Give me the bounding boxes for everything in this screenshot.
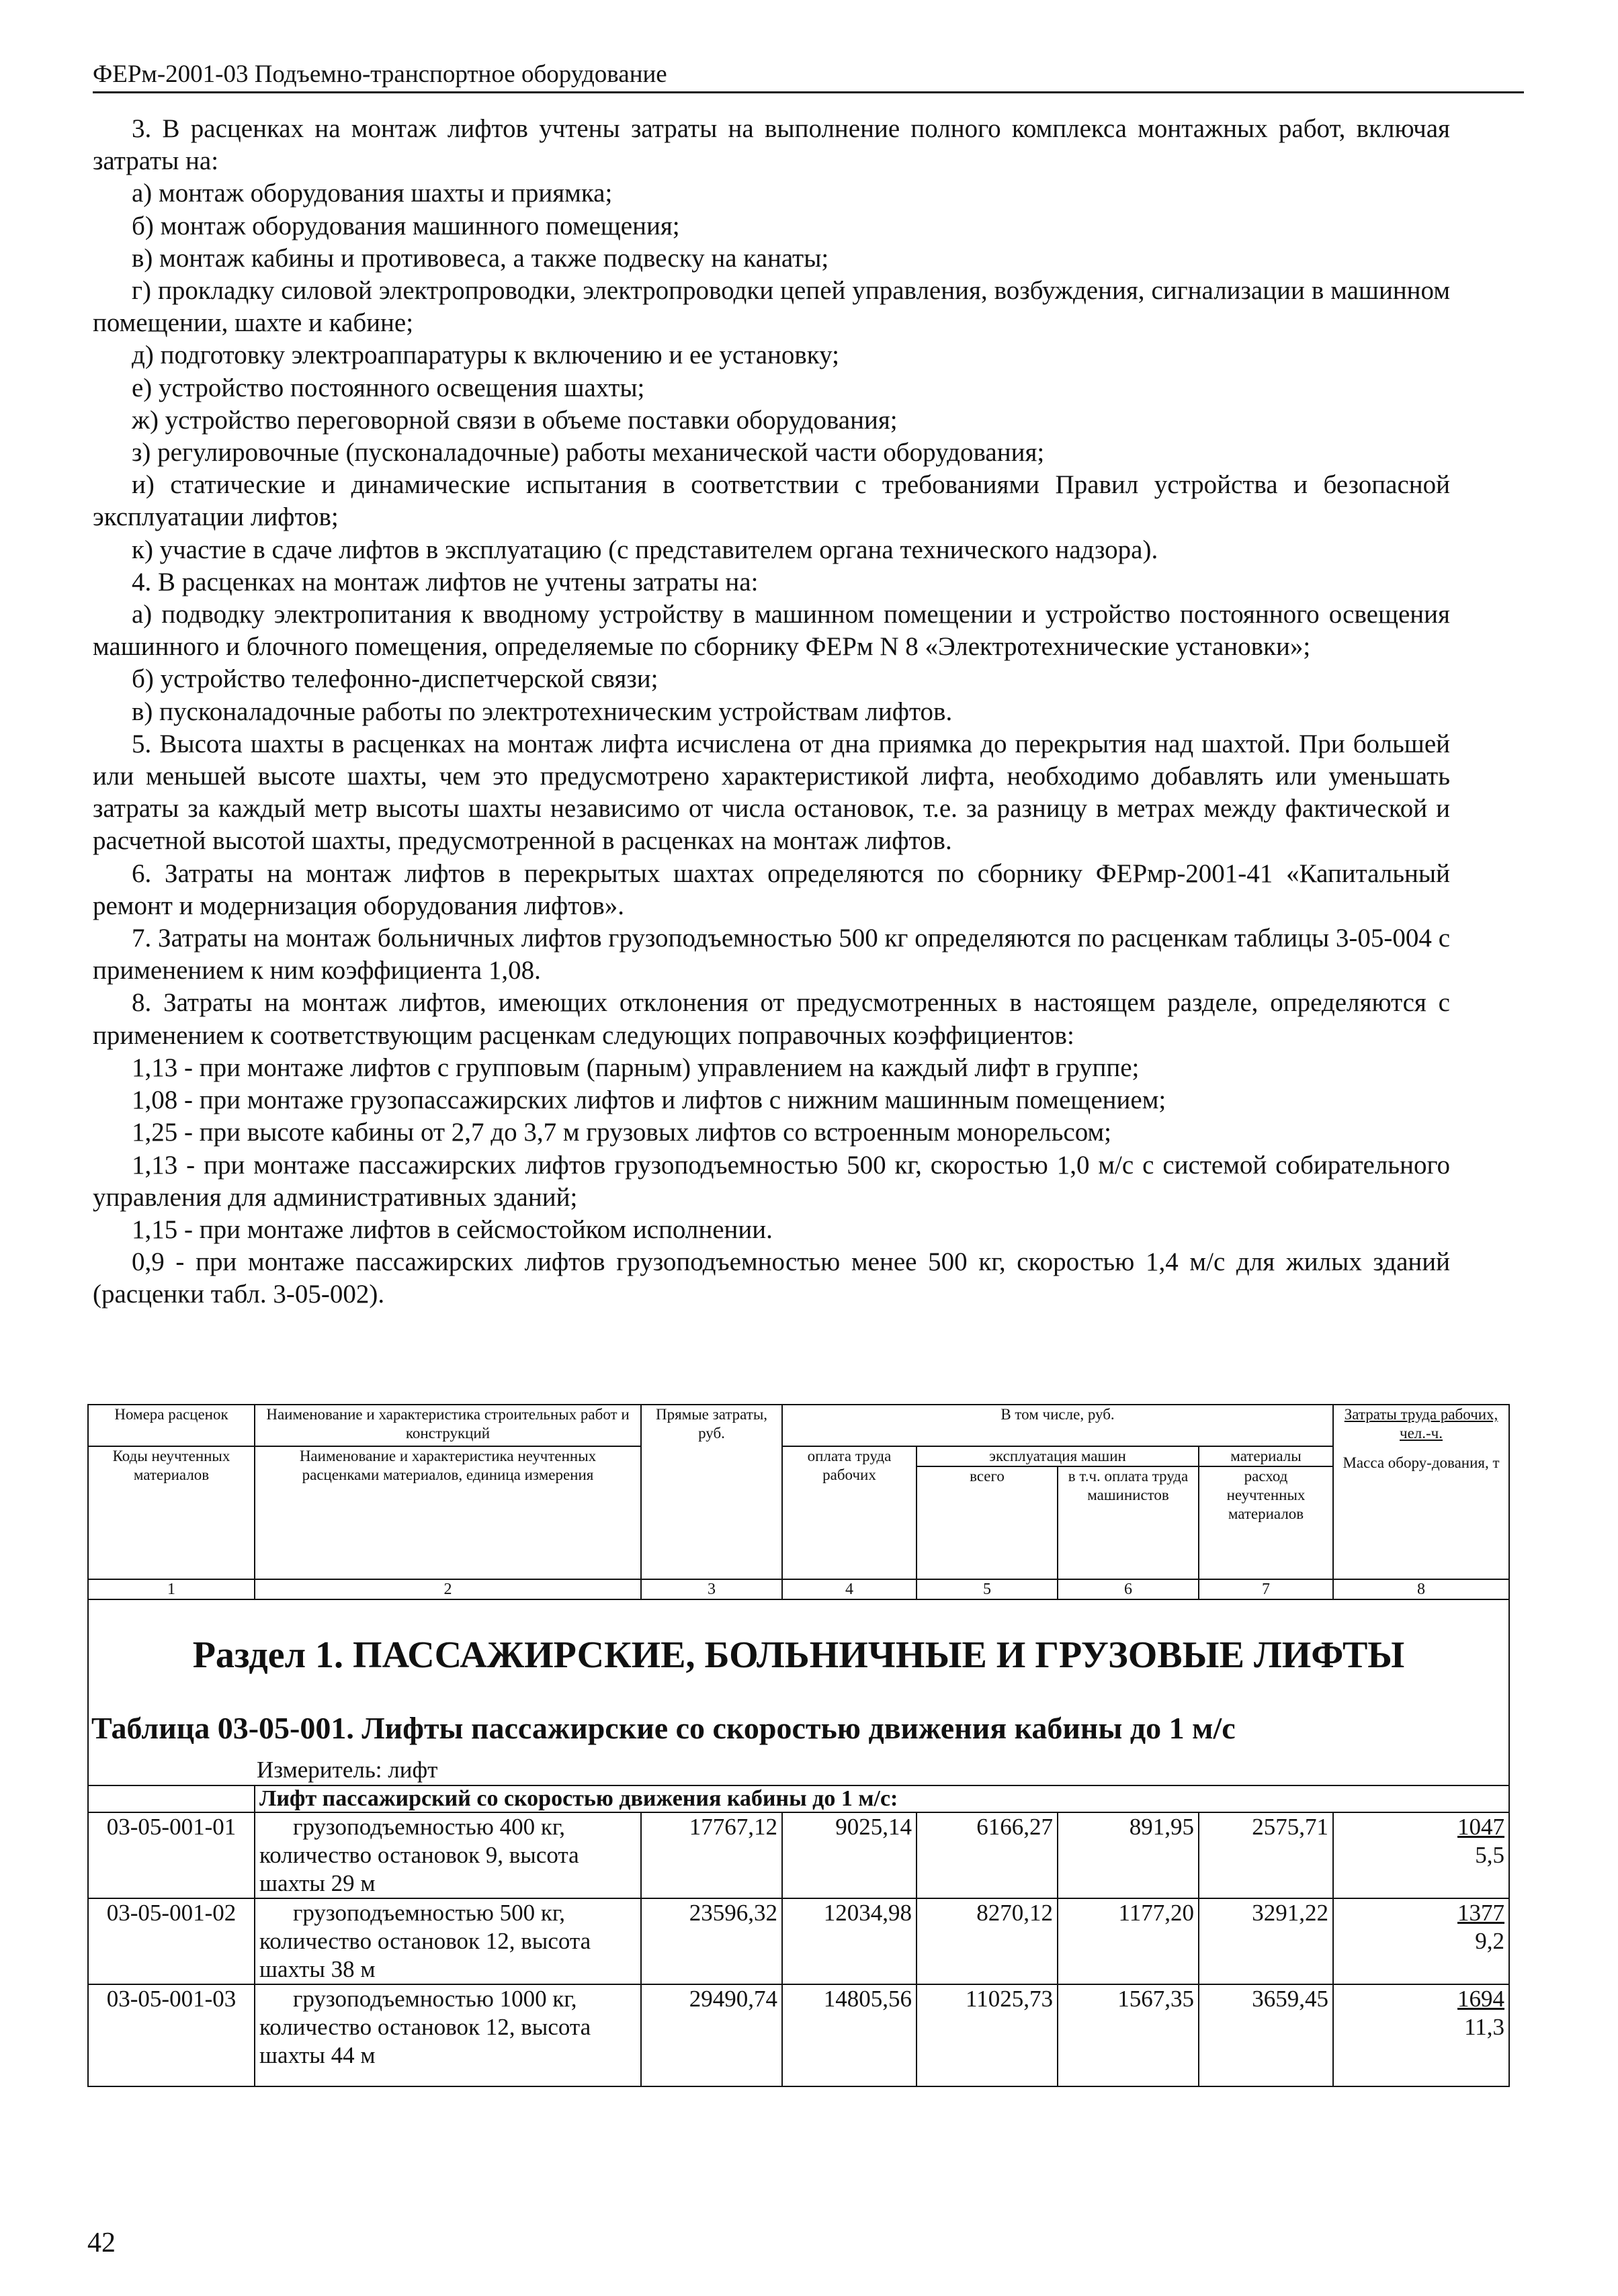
labor-cost: 14805,56 (782, 1984, 917, 2086)
paragraph: з) регулировочные (пусконаладочные) работы механической части оборудования; (132, 438, 1045, 468)
subtitle-row (88, 1785, 1509, 1812)
body-text (93, 113, 1450, 1311)
materials-cost: 3659,45 (1199, 1984, 1333, 2086)
direct-cost: 17767,12 (641, 1812, 782, 1898)
col-number: 4 (782, 1579, 917, 1599)
machinist-labor-cost: 1177,20 (1058, 1898, 1199, 1984)
table-row (88, 1898, 1509, 1984)
machines-cost: 11025,73 (917, 1984, 1058, 2086)
col4-header: оплата труда рабочих (782, 1446, 917, 1579)
rate-name: грузоподъемностью 400 кг, количество остановок 9, высота шахты 29 м (255, 1812, 641, 1898)
col-number: 3 (641, 1579, 782, 1599)
col8-top-header: Затраты труда рабочих, чел.-ч. (1344, 1406, 1498, 1442)
materials-header: материалы (1199, 1446, 1333, 1466)
rate-code: 03-05-001-02 (88, 1898, 255, 1984)
col-number: 5 (917, 1579, 1058, 1599)
paragraph: 1,25 - при высоте кабины от 2,7 до 3,7 м грузовых лифтов со встроенным монорельсом; (132, 1118, 1112, 1147)
rate-name: грузоподъемностью 1000 кг, количество остановок 12, высота шахты 44 м (255, 1984, 641, 2086)
paragraph: 1,08 - при монтаже грузопассажирских лифтов и лифтов с нижним машинным помещением; (132, 1086, 1166, 1115)
labor-and-mass (1333, 1984, 1509, 2086)
header-row (88, 1405, 1509, 1446)
labor-and-mass (1333, 1898, 1509, 1984)
table-row (88, 1812, 1509, 1898)
paragraph: ж) устройство переговорной связи в объеме поставки оборудования; (132, 405, 898, 435)
col1-top-header: Номера расценок (88, 1405, 255, 1446)
paragraph: 4. В расценках на монтаж лифтов не учтены затраты на: (132, 567, 759, 597)
col2-bottom-header: Наименование и характеристика неучтенных расценками материалов, единица измерения (255, 1446, 641, 1579)
paragraph: 3. В расценках на монтаж лифтов учтены затраты на выполнение полного комплекса монтажных работ, включая затраты на: (93, 114, 1450, 176)
col-number: 2 (255, 1579, 641, 1599)
equipment-mass: 5,5 (1475, 1842, 1505, 1868)
table-row (88, 1984, 1509, 2086)
col3-header: Прямые затраты, руб. (641, 1405, 782, 1579)
section-row (88, 1599, 1509, 1785)
col-number: 6 (1058, 1579, 1199, 1599)
col6-header: в т.ч. оплата труда машинистов (1058, 1466, 1199, 1579)
paragraph: 5. Высота шахты в расценках на монтаж лифта исчислена от дна приямка до перекрытия над шахтой. При большей или меньшей высоте шахты, чем это предусмотрено характеристикой лифта, необходимо добавлять или уменьшать затраты за каждый метр высоты шахты независимо от числа остановок, т.е. за разницу в метрах между фактической и расчетной высотой шахты, предусмотренной в расценках на монтаж лифтов. (93, 729, 1450, 856)
paragraph: 1,15 - при монтаже лифтов в сейсмостойком исполнении. (132, 1215, 773, 1244)
labor-hours: 1377 (1457, 1900, 1505, 1926)
paragraph: 0,9 - при монтаже пассажирских лифтов грузоподъемностью менее 500 кг, скоростью 1,4 м/с для жилых зданий (расценки табл. 3-05-002). (93, 1247, 1450, 1309)
col1-bottom-header: Коды неучтенных материалов (88, 1446, 255, 1579)
paragraph: 7. Затраты на монтаж больничных лифтов грузоподъемностью 500 кг определяются по расценкам таблицы 3-05-004 с применением к ним коэффициента 1,08. (93, 924, 1450, 985)
measure-unit: Измеритель: лифт (257, 1757, 438, 1783)
col5-header: всего (917, 1466, 1058, 1579)
col8-bottom-header: Масса обору-дования, т (1343, 1454, 1500, 1471)
paragraph: в) монтаж кабины и противовеса, а также подвеску на канаты; (132, 243, 829, 273)
paragraph: в) пусконаладочные работы по электротехническим устройствам лифтов. (132, 697, 953, 726)
col7-header: расход неучтенных материалов (1199, 1466, 1333, 1579)
rate-code: 03-05-001-01 (88, 1812, 255, 1898)
paragraph: 1,13 - при монтаже лифтов с групповым (парным) управлением на каждый лифт в группе; (132, 1053, 1140, 1082)
machinist-labor-cost: 891,95 (1058, 1812, 1199, 1898)
paragraph: а) подводку электропитания к вводному устройству в машинном помещении и устройство постоянного освещения машинного и блочного помещения, определяемые по сборнику ФЕРм N 8 «Электротехнические установки»; (93, 600, 1450, 662)
equipment-mass: 9,2 (1475, 1928, 1505, 1954)
paragraph: 6. Затраты на монтаж лифтов в перекрытых шахтах определяются по сборнику ФЕРмр-2001-41 «Капитальный ремонт и модернизация оборудования лифтов». (93, 858, 1450, 920)
labor-cost: 12034,98 (782, 1898, 917, 1984)
equipment-mass: 11,3 (1464, 2014, 1505, 2040)
col8-header (1333, 1405, 1509, 1579)
col-number: 8 (1333, 1579, 1509, 1599)
machines-cost: 8270,12 (917, 1898, 1058, 1984)
page-number: 42 (87, 2227, 116, 2258)
rate-name: грузоподъемностью 500 кг, количество остановок 12, высота шахты 38 м (255, 1898, 641, 1984)
labor-hours: 1694 (1457, 1986, 1505, 2012)
paragraph: г) прокладку силовой электропроводки, электропроводки цепей управления, возбуждения, сигнализации в машинном помещении, шахте и кабине; (93, 276, 1450, 338)
group-header: В том числе, руб. (782, 1405, 1333, 1446)
col2-top-header: Наименование и характеристика строительных работ и конструкций (255, 1405, 641, 1446)
col-number: 7 (1199, 1579, 1333, 1599)
labor-hours: 1047 (1457, 1814, 1505, 1840)
labor-cost: 9025,14 (782, 1812, 917, 1898)
column-numbers-row (88, 1579, 1509, 1599)
header-row (88, 1446, 1509, 1466)
materials-cost: 3291,22 (1199, 1898, 1333, 1984)
subtitle: Лифт пассажирский со скоростью движения кабины до 1 м/с: (255, 1785, 1509, 1812)
paragraph: б) устройство телефонно-диспетчерской связи; (132, 664, 658, 694)
machinist-labor-cost: 1567,35 (1058, 1984, 1199, 2086)
col-number: 1 (88, 1579, 255, 1599)
materials-cost: 2575,71 (1199, 1812, 1333, 1898)
running-header: ФЕРм-2001-03 Подъемно-транспортное оборудование (93, 59, 1524, 93)
paragraph: к) участие в сдаче лифтов в эксплуатацию (с представителем органа технического надзора). (132, 535, 1158, 564)
paragraph: е) устройство постоянного освещения шахты; (132, 373, 645, 402)
direct-cost: 23596,32 (641, 1898, 782, 1984)
rates-table (87, 1404, 1510, 2087)
direct-cost: 29490,74 (641, 1984, 782, 2086)
paragraph: д) подготовку электроаппаратуры к включению и ее установку; (132, 341, 840, 370)
paragraph: а) монтаж оборудования шахты и приямка; (132, 179, 613, 208)
paragraph: и) статические и динамические испытания в соответствии с требованиями Правил устройства и безопасной эксплуатации лифтов; (93, 470, 1450, 532)
section-title: Раздел 1. ПАССАЖИРСКИЕ, БОЛЬНИЧНЫЕ И ГРУЗОВЫЕ ЛИФТЫ (192, 1634, 1405, 1676)
paragraph: б) монтаж оборудования машинного помещения; (132, 211, 680, 240)
paragraph: 1,13 - при монтаже пассажирских лифтов грузоподъемностью 500 кг, скоростью 1,0 м/с с системой собирательного управления для административных зданий; (93, 1150, 1450, 1212)
machines-header: эксплуатация машин (917, 1446, 1199, 1466)
labor-and-mass (1333, 1812, 1509, 1898)
machines-cost: 6166,27 (917, 1812, 1058, 1898)
table-title: Таблица 03-05-001. Лифты пассажирские со скоростью движения кабины до 1 м/с (91, 1711, 1236, 1745)
rate-code: 03-05-001-03 (88, 1984, 255, 2086)
paragraph: 8. Затраты на монтаж лифтов, имеющих отклонения от предусмотренных в настоящем разделе, определяются с применением к соответствующим расценкам следующих поправочных коэффициентов: (93, 988, 1450, 1050)
